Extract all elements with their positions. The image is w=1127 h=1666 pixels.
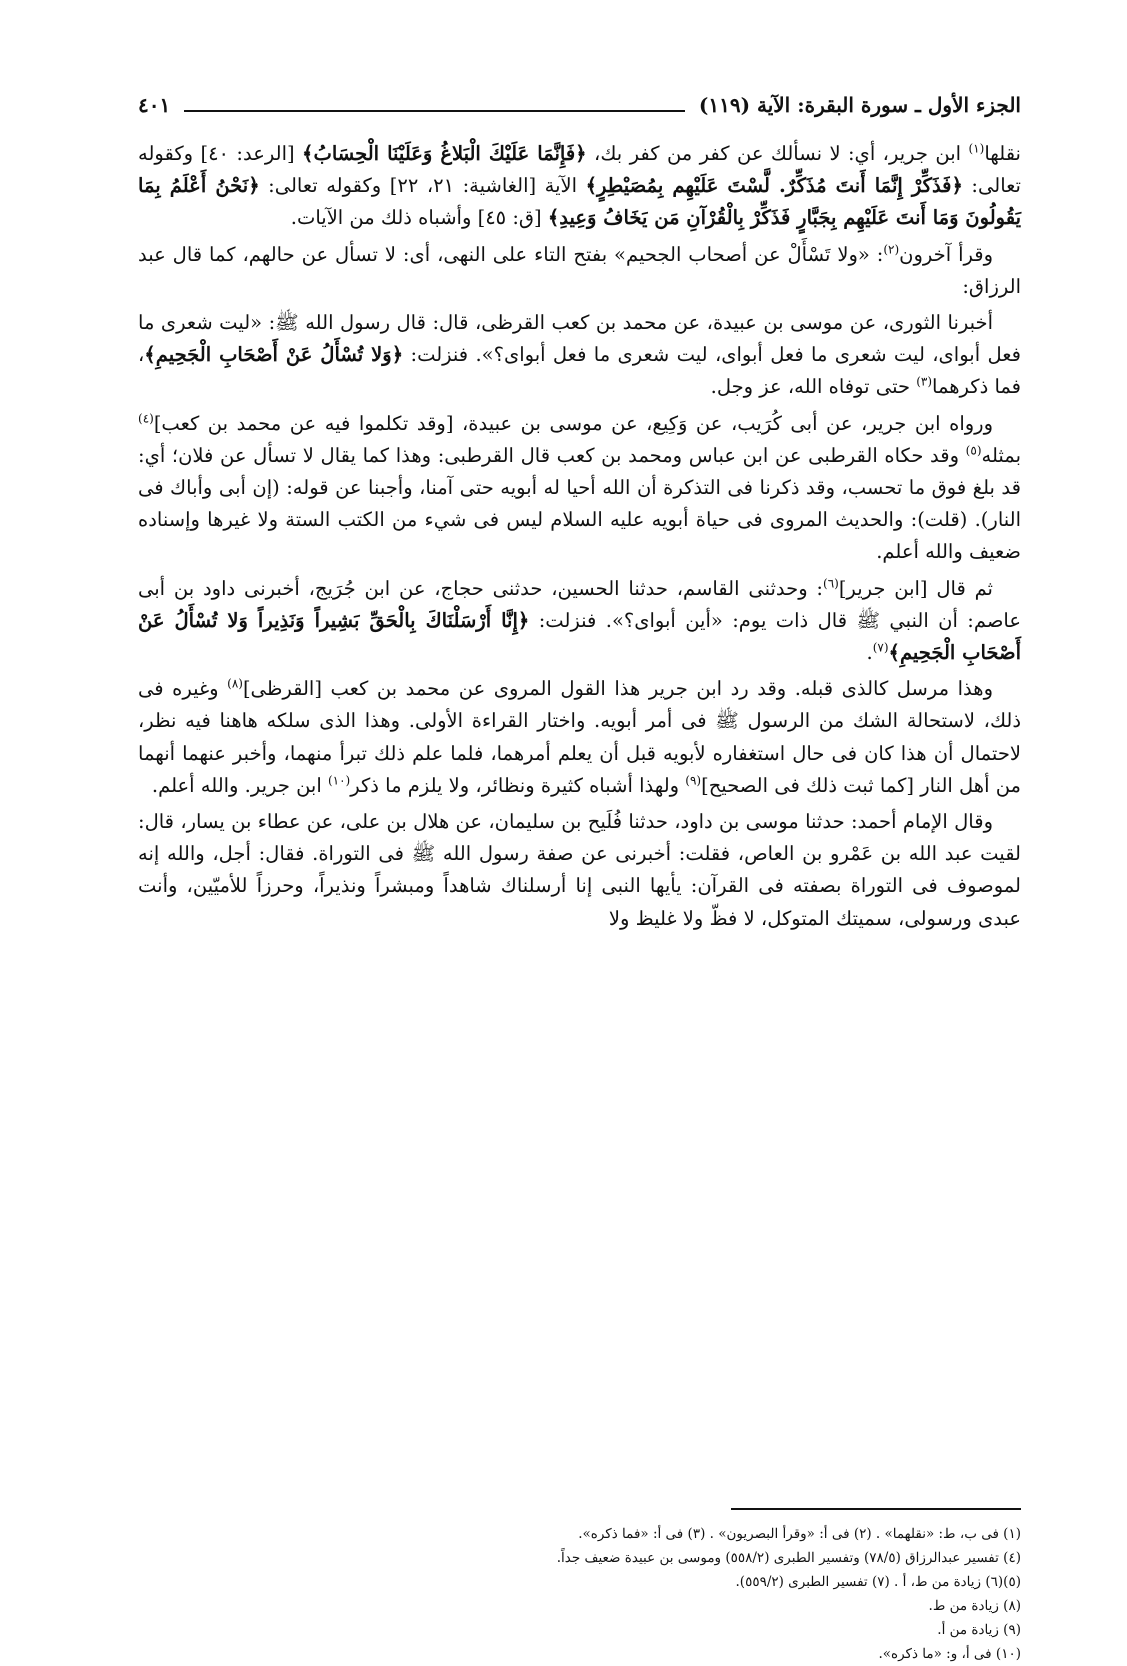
quran-verse: ﴿إِنَّا أَرْسَلْنَاكَ بِالْحَقِّ بَشِيراً وَنَذِيراً وَلا تُسْأَلُ عَنْ أَصْحَابِ الْجَحِيمِ﴾ (138, 608, 1021, 665)
paragraph-2 (138, 239, 1021, 303)
header-title: الجزء الأول ـ سورة البقرة: الآية (١١٩) (698, 93, 1021, 117)
text-run: الآية [الغاشية: ٢١، ٢٢] وكقوله تعالى: (259, 174, 586, 198)
footnotes-divider (731, 1508, 1021, 1510)
text-run: حتى توفاه الله، عز وجل. (710, 375, 917, 399)
footnote-line: (٥)(٦) زيادة من ط، أ . (٧) تفسير الطبرى (٥٥٩/٢). (735, 1574, 1021, 1590)
text-run: ولهذا أشباه كثيرة ونظائر، ولا يلزم ما ذكر (350, 773, 686, 797)
paragraph-1 (138, 138, 1021, 235)
text-run: وهذا مرسل كالذى قبله. وقد رد ابن جرير هذا القول المروى عن محمد بن كعب [القرظى] (242, 677, 993, 701)
text-run: ثم قال [ابن جرير] (838, 576, 993, 600)
quran-verse: ﴿وَلا تُسْأَلُ عَنْ أَصْحَابِ الْجَحِيمِ﴾ (144, 343, 404, 367)
footnote-line: (٨) زيادة من ط. (928, 1598, 1021, 1614)
text-run: نقلها (984, 142, 1021, 165)
text-run: بمثله (981, 443, 1021, 467)
footnote-line: (١) فى ب، ط: «نقلهما» . (٢) فى أ: «وقرأ البصريون» . (٣) فى أ: «فما ذكره». (578, 1526, 1021, 1542)
footnote-line: (١٠) فى أ، و: «ما ذكره». (878, 1646, 1021, 1662)
quran-verse: ﴿فَإِنَّمَا عَلَيْكَ الْبَلاغُ وَعَلَيْنَا الْحِسَابُ﴾ (302, 142, 587, 165)
paragraph-6 (138, 673, 1021, 802)
footnote-ref: (٢) (883, 242, 900, 257)
text-run: وقال الإمام أحمد: حدثنا موسى بن داود، حدثنا فُلَيح بن سليمان، عن هلال بن على، عن عطاء بن يسار، قال: لقيت عبد الله بن عَمْرو بن العاص، فقلت: أخبرنى عن صفة رسول الله ﷺ فى التوراة. فقال: أجل، والله إنه لموصوف فى التوراة بصفته فى القرآن: يأيها النبى إنا أرسلناك شاهداً ومبشراً ونذيراً، وحرزاً للأميّين، وأنت عبدى ورسولى، سميتك المتوكل، لا فظّ ولا غليظ ولا (138, 810, 1021, 930)
footnote-ref: (١٠) (327, 773, 351, 788)
footnotes (138, 1522, 1021, 1666)
footnote-ref: (٩) (685, 773, 702, 788)
footnote-ref: (١) (968, 141, 985, 156)
text-run: : «ولا تَسْأَلْ عن أصحاب الجحيم» بفتح التاء على النهى، أى: لا تسأل عن حالهم، كما قال عبد الرزاق: (138, 242, 1021, 298)
text-run: وغيره فى ذلك، لاستحالة الشك من الرسول ﷺ فى أمر أبويه. واختار القراءة الأولى. وهذا الذى سلكه هاهنا فيه نظر، لاحتمال أن هذا كان فى حال استغفاره لأبويه قبل أن يعلم أمرهما، فلما علم ذلك تبرأ منهما، وأخبر عنهما أنهما من أهل النار [كما ثبت ذلك فى الصحيح] (138, 677, 1021, 797)
footnote-ref: (٥) (965, 443, 982, 458)
footnote-line: (٤) تفسير عبدالرزاق (٧٨/٥) وتفسير الطبرى (٥٥٨/٢) وموسى بن عبيدة ضعيف جداً. (556, 1550, 1021, 1566)
text-run: وقرأ آخرون (899, 242, 993, 266)
page-number: ٤٠١ (138, 93, 171, 117)
footnote-ref: (٣) (916, 374, 933, 389)
text-run: . (866, 641, 873, 665)
footnote-ref: (٨) (227, 676, 243, 691)
paragraph-7 (138, 806, 1021, 935)
footnote-ref: (٧) (872, 640, 889, 655)
main-text (138, 138, 1021, 939)
footnote-line: (٩) زيادة من أ. (937, 1622, 1021, 1638)
footnote-ref: (٦) (823, 576, 839, 591)
text-run: ابن جرير. والله أعلم. (151, 773, 328, 797)
header-rule (184, 110, 685, 112)
text-run: ، فما ذكرهما (138, 343, 1021, 399)
text-run: ورواه ابن جرير، عن أبى كُرَيب، عن وَكِيع، عن موسى بن عبيدة، [وقد تكلموا فيه عن محمد بن كعب] (153, 411, 993, 435)
paragraph-3 (138, 307, 1021, 404)
quran-verse: ﴿نَحْنُ أَعْلَمُ بِمَا يَقُولُونَ وَمَا أَنتَ عَلَيْهِم بِجَبَّارٍ فَذَكِّرْ بِالْقُرْآنِ مَن يَخَافُ وَعِيدِ﴾ (138, 174, 1021, 230)
text-run: : وحدثنى القاسم، حدثنا الحسين، حدثنى حجاج، عن ابن جُرَيج، أخبرنى داود بن أبى عاصم: أن النبي ﷺ قال ذات يوم: «أين أبواى؟». فنزلت: (138, 576, 1021, 632)
footnote-ref: (٤) (138, 411, 154, 426)
text-run: [الرعد: ٤٠] وكقوله تعالى: (138, 142, 1021, 198)
paragraph-4 (138, 408, 1021, 569)
paragraph-5 (138, 573, 1021, 670)
text-run: [ق: ٤٥] وأشباه ذلك من الآيات. (290, 206, 548, 230)
text-run: أخبرنا الثورى، عن موسى بن عبيدة، عن محمد بن كعب القرظى، قال: قال رسول الله ﷺ: «ليت شعرى ما فعل أبواى، ليت شعرى ما فعل أبواى، ليت شعرى ما فعل أبواى؟». فنزلت: (138, 311, 1021, 367)
text-run: ابن جرير، أي: لا نسألك عن كفر من كفر بك، (586, 142, 969, 165)
quran-verse: ﴿فَذَكِّرْ إِنَّمَا أَنتَ مُذَكِّرٌ. لَّسْتَ عَلَيْهِم بِمُصَيْطِرٍ﴾ (585, 174, 963, 198)
running-header (138, 88, 1021, 122)
text-run: وقد حكاه القرطبى عن ابن عباس ومحمد بن كعب قال القرطبى: وهذا كما يقال لا تسأل عن فلان؛ أي: قد بلغ فوق ما تحسب، وقد ذكرنا فى التذكرة أن الله أحيا له أبويه حتى آمنا، وأجبنا عن قوله: (إن أبى وأباك فى النار). (قلت): والحديث المروى فى حياة أبويه عليه السلام ليس فى شيء من الكتب الستة ولا غيرها وإسناده ضعيف والله أعلم. (138, 443, 1021, 564)
